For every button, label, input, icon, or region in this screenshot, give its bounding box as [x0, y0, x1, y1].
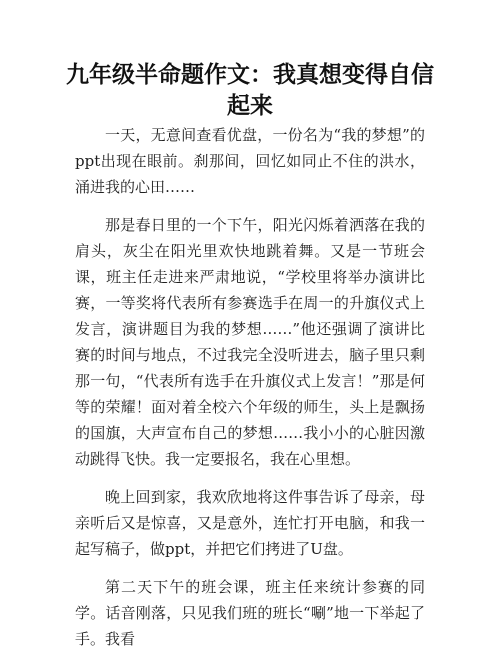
document-title: 九年级半命题作文：我真想变得自信起来 — [66, 62, 434, 119]
paragraph: 一天，无意间查看优盘，一份名为“我的梦想”的ppt出现在眼前。刹那间，回忆如同止不住的洪水，涌进我的心田…… — [75, 126, 425, 196]
document-body — [75, 122, 425, 664]
paragraph: 那是春日里的一个下午，阳光闪烁着洒落在我的肩头，灰尘在阳光里欢快地跳着舞。又是一节班会课，班主任走进来严肃地说，“学校里将举办演讲比赛，一等奖将代表所有参赛选手在周一的升旗仪式上发言，演讲题目为我的梦想……”他还强调了演讲比赛的时间与地点，不过我完全没听进去，脑子里只剩那一句，“代表所有选手在升旗仪式上发言！”那是何等的荣耀！面对着全校六个年级的师生，头上是飘扬的国旗，大声宣布自己的梦想……我小小的心脏因激动跳得飞快。我一定要报名，我在心里想。 — [75, 216, 425, 468]
paragraph: 晚上回到家，我欢欣地将这件事告诉了母亲，母亲听后又是惊喜，又是意外，连忙打开电脑，和我一起写稿子，做ppt，并把它们拷进了U盘。 — [75, 488, 425, 558]
paragraph: 第二天下午的班会课，班主任来统计参赛的同学。话音刚落，只见我们班的班长“唰”地一下举起了手。我看 — [75, 578, 425, 648]
